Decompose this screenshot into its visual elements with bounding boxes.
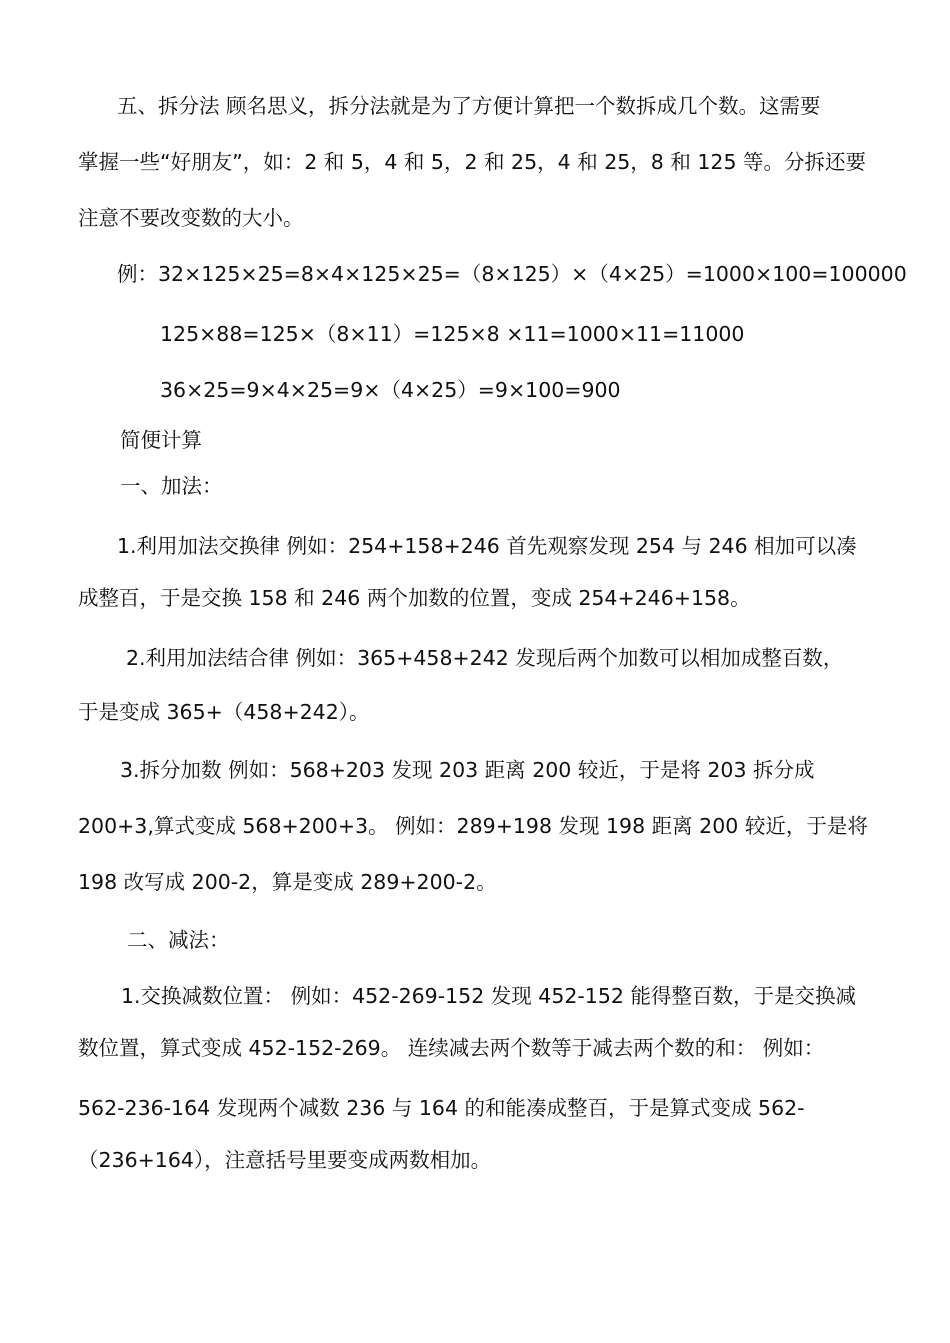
addition-item-2-line-1: 2.利用加法结合律 例如：365+458+242 发现后两个加数可以相加成整百数， (126, 646, 844, 670)
addition-item-1-line-2: 成整百，于是交换 158 和 246 两个加数的位置，变成 254+246+158。 (78, 586, 751, 610)
example-line-1: 例：32×125×25=8×4×125×25=（8×125）×（4×25）=1000×100=100000 (117, 262, 907, 286)
addition-item-3-line-3: 198 改写成 200-2，算是变成 289+200-2。 (78, 870, 497, 894)
addition-item-3-line-1: 3.拆分加数 例如：568+203 发现 203 距离 200 较近，于是将 203 拆分成 (120, 758, 815, 782)
section-five-line-3: 注意不要改变数的大小。 (78, 206, 304, 230)
section-five-line-1: 五、拆分法 顾名思义，拆分法就是为了方便计算把一个数拆成几个数。这需要 (117, 94, 821, 118)
heading-simple-calc: 简便计算 (120, 428, 202, 452)
addition-item-1-line-1: 1.利用加法交换律 例如：254+158+246 首先观察发现 254 与 246 相加可以凑 (117, 534, 857, 558)
addition-item-2-line-2: 于是变成 365+（458+242）。 (78, 700, 370, 724)
subtraction-item-1-line-2: 数位置，算式变成 452-152-269。 连续减去两个数等于减去两个数的和： 例如： (78, 1036, 825, 1060)
section-five-line-2: 掌握一些“好朋友”，如：2 和 5，4 和 5，2 和 25，4 和 25，8 和 125 等。分拆还要 (78, 150, 867, 174)
addition-item-3-line-2: 200+3,算式变成 568+200+3。 例如：289+198 发现 198 距离 200 较近，于是将 (78, 814, 868, 838)
subtraction-item-1-line-3: 562-236-164 发现两个减数 236 与 164 的和能凑成整百，于是算式变成 562- (78, 1096, 805, 1120)
subtraction-item-1-line-1: 1.交换减数位置： 例如：452-269-152 发现 452-152 能得整百数，于是交换减 (121, 984, 856, 1008)
heading-addition: 一、加法： (120, 474, 223, 498)
example-line-3: 36×25=9×4×25=9×（4×25）=9×100=900 (160, 378, 621, 402)
subtraction-item-1-line-4: （236+164），注意括号里要变成两数相加。 (78, 1148, 492, 1172)
example-line-2: 125×88=125×（8×11）=125×8 ×11=1000×11=11000 (160, 322, 745, 346)
heading-subtraction: 二、减法： (127, 928, 230, 952)
